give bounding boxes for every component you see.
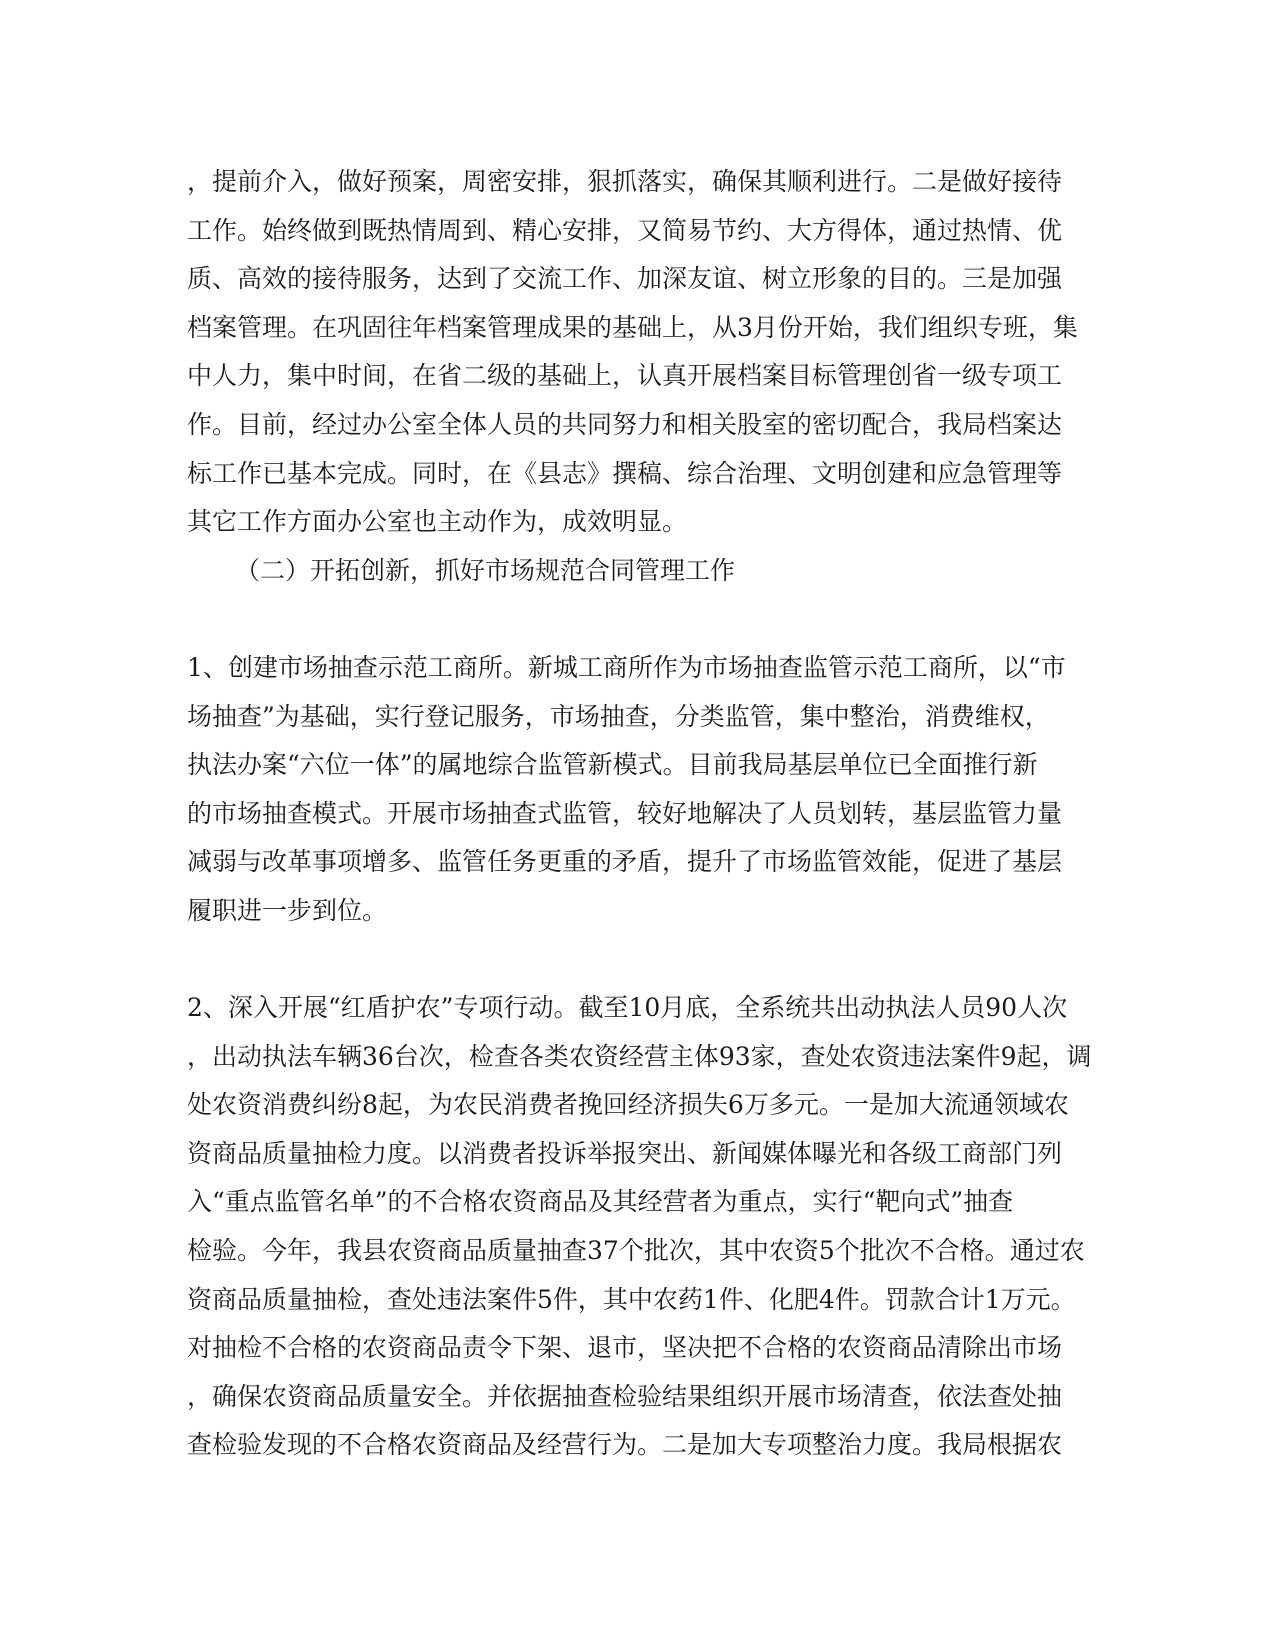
- text-line: ，提前介入，做好预案，周密安排，狠抓落实，确保其顺利进行。二是做好接待: [187, 167, 1063, 196]
- text-line: 工作。始终做到既热情周到、精心安排，又简易节约、大方得体，通过热情、优: [187, 215, 1063, 245]
- text-line: 入“重点监管名单”的不合格农资商品及其经营者为重点，实行“靶向式”抽查: [187, 1187, 1014, 1217]
- text-line: 资商品质量抽检力度。以消费者投诉举报突出、新闻媒体曝光和各级工商部门列: [187, 1138, 1063, 1168]
- text-line: 处农资消费纠纷8起，为农民消费者挽回经济损失6万多元。一是加大流通领域农: [187, 1090, 1069, 1120]
- document-body: [187, 158, 1092, 1470]
- text-line: 档案管理。在巩固往年档案管理成果的基础上，从3月份开始，我们组织专班，集: [187, 312, 1078, 342]
- section-heading: （二）开拓创新，抓好市场规范合同管理工作: [235, 555, 736, 585]
- text-line: 对抽检不合格的农资商品责令下架、退市，坚决把不合格的农资商品清除出市场: [187, 1333, 1063, 1363]
- text-line: 中人力，集中时间，在省二级的基础上，认真开展档案目标管理创省一级专项工: [187, 361, 1063, 391]
- text-line: 质、高效的接待服务，达到了交流工作、加深友谊、树立形象的目的。三是加强: [187, 264, 1063, 294]
- paragraph-gap: [187, 595, 1087, 644]
- text-line: 的市场抽查模式。开展市场抽查式监管，较好地解决了人员划转，基层监管力量: [187, 798, 1063, 828]
- paragraph-gap: [187, 936, 1087, 985]
- text-line: 减弱与改革事项增多、监管任务更重的矛盾，提升了市场监管效能，促进了基层: [187, 847, 1063, 877]
- text-line: 1、创建市场抽查示范工商所。新城工商所作为市场抽查监管示范工商所，以“市: [187, 652, 1066, 682]
- text-line: ，确保农资商品质量安全。并依据抽查检验结果组织开展市场清查，依法查处抽: [187, 1381, 1063, 1411]
- paragraph-market-inspection: [187, 644, 1087, 936]
- text-line: 标工作已基本完成。同时，在《县志》撰稿、综合治理、文明创建和应急管理等: [187, 458, 1063, 488]
- text-line: 执法办案“六位一体”的属地综合监管新模式。目前我局基层单位已全面推行新: [187, 750, 1038, 780]
- text-line: 履职进一步到位。: [187, 895, 388, 925]
- text-line: ，出动执法车辆36台次，检查各类农资经营主体93家，查处农资违法案件9起，调: [187, 1041, 1092, 1071]
- text-line: 作。目前，经过办公室全体人员的共同努力和相关股室的密切配合，我局档案达: [187, 409, 1063, 439]
- text-line: 场抽查”为基础，实行登记服务，市场抽查，分类监管，集中整治，消费维权，: [187, 701, 1050, 731]
- text-line: 检验。今年，我县农资商品质量抽查37个批次，其中农资5个批次不合格。通过农: [187, 1236, 1085, 1266]
- text-line: 资商品质量抽检，查处违法案件5件，其中农药1件、化肥4件。罚款合计1万元。: [187, 1284, 1076, 1314]
- text-line: 其它工作方面办公室也主动作为，成效明显。: [187, 507, 688, 537]
- text-line: 查检验发现的不合格农资商品及经营行为。二是加大专项整治力度。我局根据农: [187, 1430, 1063, 1460]
- paragraph-office-work: [187, 158, 1087, 547]
- text-line: 2、深入开展“红盾护农”专项行动。截至10月底，全系统共出动执法人员90人次: [187, 993, 1068, 1023]
- paragraph-red-shield-campaign: [187, 984, 1092, 1470]
